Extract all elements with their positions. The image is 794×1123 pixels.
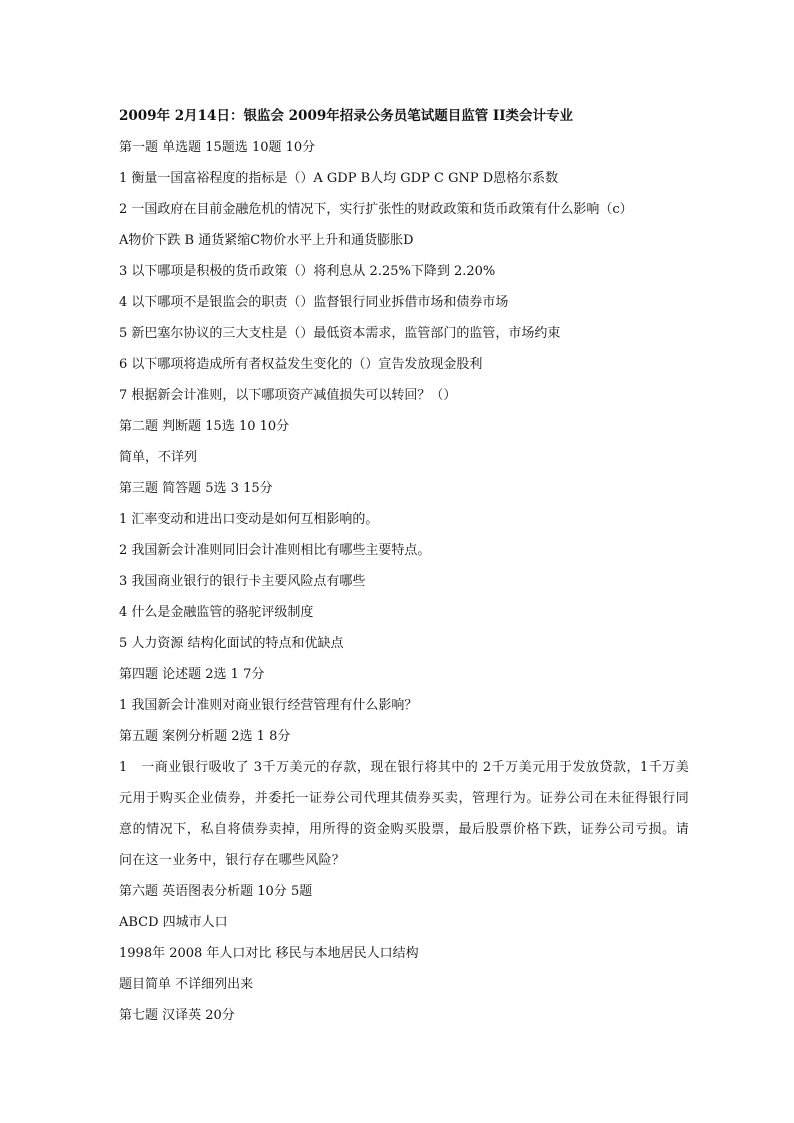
question-line: 6 以下哪项将造成所有者权益发生变化的（）宣告发放现金股利 xyxy=(119,357,483,372)
case-study-paragraph: 1 一商业银行吸收了 3千万美元的存款，现在银行将其中的 2千万美元用于发放贷款，1千万美元用于购买企业债券，并委托一证券公司代理其债券买卖，管理行为。证券公司在未征得银行同意的情况下，私自将债券卖掉，用所得的资金购买股票，最后股票价格下跌，证券公司亏损。请问在这一业务中，银行存在哪些风险？ xyxy=(119,760,689,868)
question-line: 5 新巴塞尔协议的三大支柱是（）最低资本需求，监管部门的监管，市场约束 xyxy=(119,326,561,341)
section-heading-1: 第一题 单选题 15题选 10题 10分 xyxy=(119,140,316,155)
question-line: 2 一国政府在目前金融危机的情况下，实行扩张性的财政政策和货币政策有什么影响（c） xyxy=(119,202,633,217)
section-heading-4: 第四题 论述题 2选 1 7分 xyxy=(119,667,265,682)
answer-options-line: A物价下跌 B 通货紧缩C物价水平上升和通货膨胀D xyxy=(119,233,414,248)
question-line: 1 衡量一国富裕程度的指标是（）A GDP B人均 GDP C GNP D恩格尔系数 xyxy=(119,171,559,186)
section-heading-2: 第二题 判断题 15选 10 10分 xyxy=(119,419,290,434)
question-line: 4 以下哪项不是银监会的职责（）监督银行同业拆借市场和债券市场 xyxy=(119,295,509,310)
section-heading-7: 第七题 汉译英 20分 xyxy=(119,1008,235,1023)
note-line: ABCD 四城市人口 xyxy=(119,915,228,930)
question-line: 5 人力资源 结构化面试的特点和优缺点 xyxy=(119,636,344,651)
question-line: 1 我国新会计准则对商业银行经营管理有什么影响？ xyxy=(119,698,418,713)
note-line: 1998年 2008 年人口对比 移民与本地居民人口结构 xyxy=(119,946,419,961)
note-line: 题目简单 不详细列出来 xyxy=(119,977,254,992)
question-line: 1 汇率变动和进出口变动是如何互相影响的。 xyxy=(119,512,379,527)
section-heading-5: 第五题 案例分析题 2选 1 8分 xyxy=(119,729,291,744)
note-line: 简单，不详列 xyxy=(119,450,198,465)
question-line: 3 以下哪项是积极的货币政策（）将利息从 2.25%下降到 2.20% xyxy=(119,264,496,279)
document-title: 2009年 2月14日：银监会 2009年招录公务员笔试题目监管 II类会计专业 xyxy=(119,108,574,124)
section-heading-3: 第三题 简答题 5选 3 15分 xyxy=(119,481,273,496)
question-line: 7 根据新会计准则，以下哪项资产减值损失可以转回？（） xyxy=(119,388,457,403)
question-line: 3 我国商业银行的银行卡主要风险点有哪些 xyxy=(119,574,366,589)
document-body xyxy=(119,101,689,1031)
section-heading-6: 第六题 英语图表分析题 10分 5题 xyxy=(119,884,313,899)
question-line: 2 我国新会计准则同旧会计准则相比有哪些主要特点。 xyxy=(119,543,431,558)
question-line: 4 什么是金融监管的骆驼评级制度 xyxy=(119,605,314,620)
